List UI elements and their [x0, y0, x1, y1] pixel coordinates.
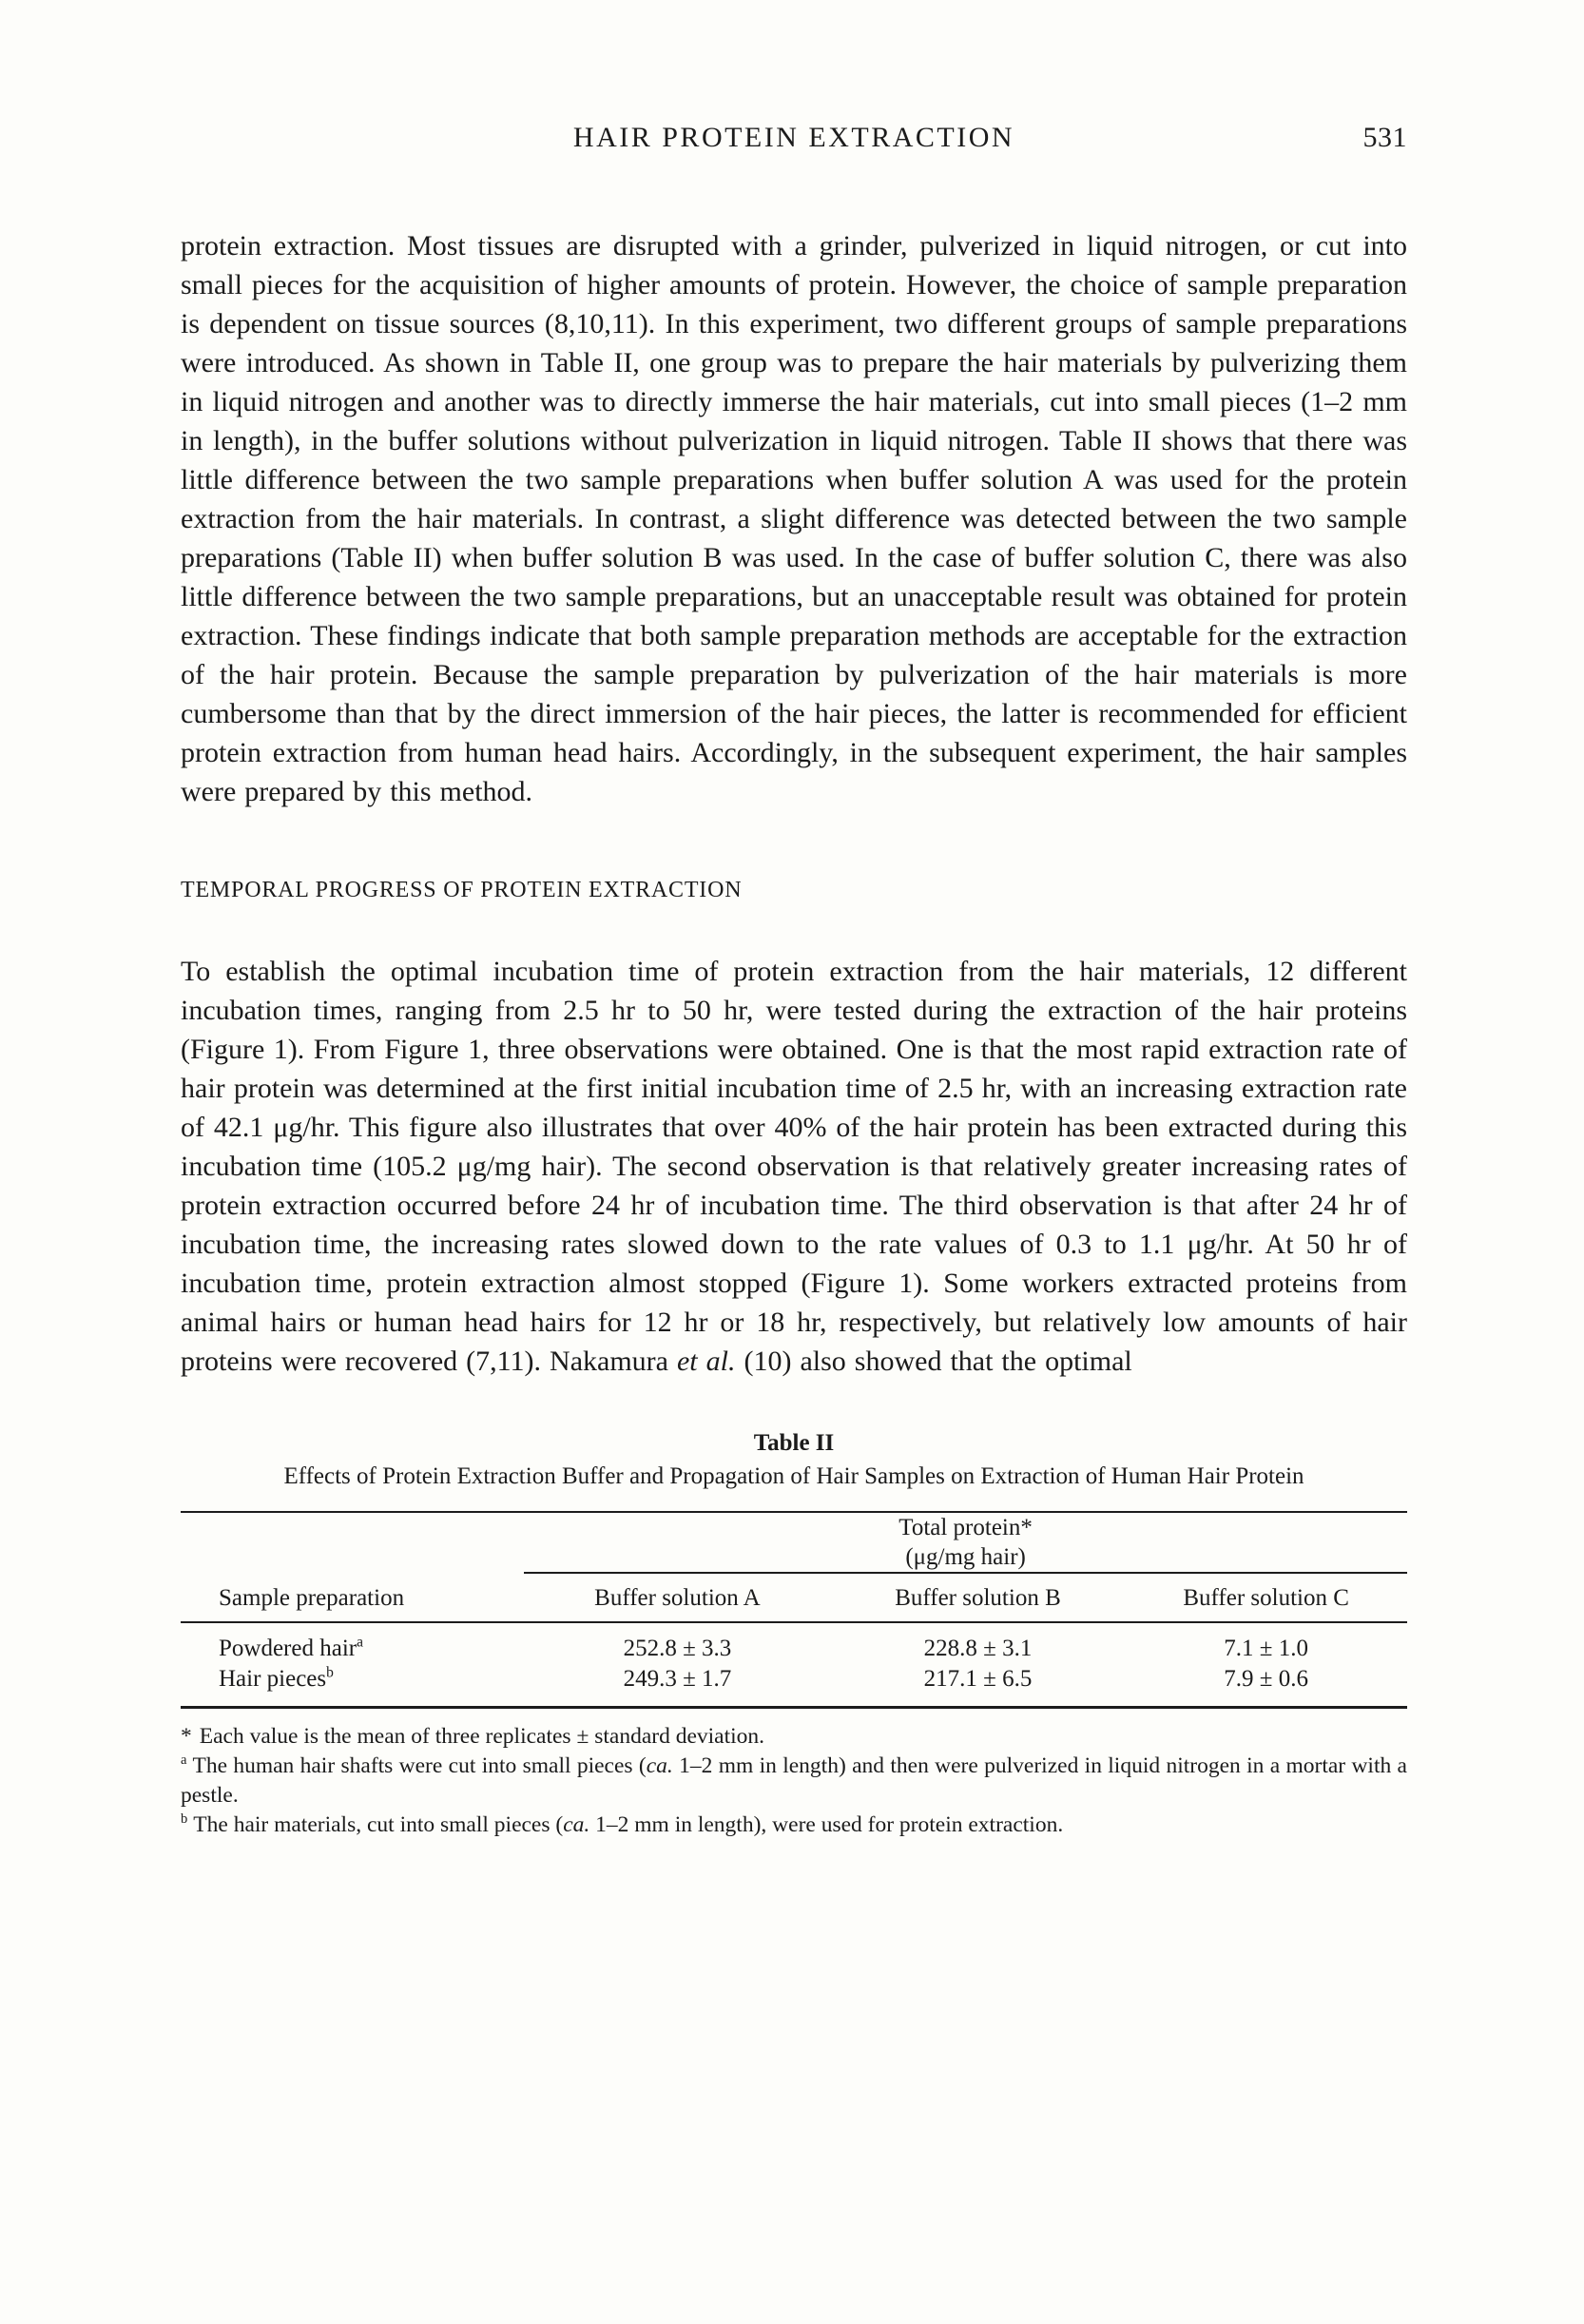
paragraph-temporal-progress	[181, 952, 1407, 1381]
table-row-hair-pieces	[181, 1664, 1407, 1708]
column-header-sample-preparation: Sample preparation	[181, 1573, 524, 1622]
table-title: Table II	[753, 1430, 835, 1456]
table-cell: 249.3 ± 1.7	[623, 1666, 732, 1692]
section-heading-temporal-progress: TEMPORAL PROGRESS OF PROTEIN EXTRACTION	[181, 878, 743, 902]
footnote-b-marker: b	[181, 1811, 188, 1828]
row-label-superscript: b	[326, 1664, 334, 1681]
total-protein-header-line2: (μg/mg hair)	[905, 1544, 1026, 1570]
paragraph-2-et-al: et al.	[676, 1346, 736, 1377]
footnote-a	[181, 1752, 1407, 1811]
table-row-powdered-hair	[181, 1622, 1407, 1664]
column-header-buffer-solution-c: Buffer solution C	[1125, 1573, 1407, 1622]
page-title: HAIR PROTEIN EXTRACTION	[572, 122, 1015, 153]
table-cell: 7.1 ± 1.0	[1224, 1636, 1308, 1661]
footnote-star	[181, 1722, 1407, 1752]
footnote-a-ca: ca.	[646, 1753, 673, 1778]
table-footnotes	[181, 1722, 1407, 1840]
footnote-a-text-pre: The human hair shafts were cut into small pieces (	[192, 1753, 647, 1778]
footnote-b-text-post: 1–2 mm in length), were used for protein extraction.	[589, 1812, 1064, 1837]
table-cell: 7.9 ± 0.6	[1224, 1666, 1308, 1692]
running-head	[181, 122, 1407, 160]
footnote-star-marker: *	[181, 1724, 192, 1749]
table-spanning-header-row	[181, 1512, 1407, 1573]
footnote-b-ca: ca.	[563, 1812, 590, 1837]
table-2-block	[181, 1428, 1407, 1840]
column-header-buffer-solution-b: Buffer solution B	[831, 1573, 1126, 1622]
table-column-header-row	[181, 1573, 1407, 1622]
table-cell: 217.1 ± 6.5	[923, 1666, 1033, 1692]
footnote-b-text-pre: The hair materials, cut into small pieces (	[193, 1812, 564, 1837]
table-caption: Effects of Protein Extraction Buffer and Propagation of Hair Samples on Extraction of Human Hair Protein	[283, 1463, 1304, 1489]
row-label-hair-pieces	[181, 1664, 524, 1708]
row-label-superscript: a	[357, 1634, 363, 1651]
table-cell: 252.8 ± 3.3	[623, 1636, 732, 1661]
row-label-powdered-hair	[181, 1622, 524, 1664]
row-label-text: Powdered hair	[219, 1636, 357, 1661]
table-2	[181, 1511, 1407, 1709]
empty-header-cell	[181, 1512, 524, 1573]
page-number: 531	[1362, 122, 1407, 153]
paragraph-2-text-post: (10) also showed that the optimal	[735, 1346, 1132, 1377]
paragraph-sample-preparation: protein extraction. Most tissues are disrupted with a grinder, pulverized in liquid nitrogen, or cut into small pieces for the acquisition of higher amounts of protein. However, the choice of sample preparation is dependent on tissue sources (8,10,11). In this experiment, two different groups of sample preparations were introduced. As shown in Table II, one group was to prepare the hair materials by pulverizing them in liquid nitrogen and another was to directly immerse the hair materials, cut into small pieces (1–2 mm in length), in the buffer solutions without pulverization in liquid nitrogen. Table II shows that there was little difference between the two sample preparations when buffer solution A was used for the protein extraction from the hair materials. In contrast, a slight difference was detected between the two sample preparations (Table II) when buffer solution B was used. In the case of buffer solution C, there was also little difference between the two sample preparations, but an unacceptable result was obtained for protein extraction. These findings indicate that both sample preparation methods are acceptable for the extraction of the hair protein. Because the sample preparation by pulverization of the hair materials is more cumbersome than that by the direct immersion of the hair pieces, the latter is recommended for efficient protein extraction from human head hairs. Accordingly, in the subsequent experiment, the hair samples were prepared by this method.	[181, 230, 1407, 807]
total-protein-header	[524, 1512, 1407, 1573]
footnote-b	[181, 1811, 1407, 1840]
total-protein-header-line1: Total protein*	[898, 1515, 1033, 1540]
footnote-a-text-post: 1–2 mm in length) and then were pulverized in liquid nitrogen in a mortar with a pestle.	[181, 1753, 1407, 1808]
row-label-text: Hair pieces	[219, 1666, 327, 1692]
footnote-star-text: Each value is the mean of three replicates ± standard deviation.	[199, 1724, 765, 1749]
paragraph-2-text-pre: To establish the optimal incubation time of protein extraction from the hair materials, 12 different incubation times, ranging from 2.5 hr to 50 hr, were tested during the extraction of the hair proteins (Figure 1). From Figure 1, three observations were obtained. One is that the most rapid extraction rate of hair protein was determined at the first initial incubation time of 2.5 hr, with an increasing extraction rate of 42.1 μg/hr. This figure also illustrates that over 40% of the hair protein has been extracted during this incubation time (105.2 μg/mg hair). The second observation is that relatively greater increasing rates of protein extraction occurred before 24 hr of incubation time. The third observation is that after 24 hr of incubation time, the increasing rates slowed down to the rate values of 0.3 to 1.1 μg/hr. At 50 hr of incubation time, protein extraction almost stopped (Figure 1). Some workers extracted proteins from animal hairs or human head hairs for 12 hr or 18 hr, respectively, but relatively low amounts of hair proteins were recovered (7,11). Nakamura	[181, 956, 1407, 1377]
column-header-buffer-solution-a: Buffer solution A	[524, 1573, 831, 1622]
table-cell: 228.8 ± 3.1	[923, 1636, 1033, 1661]
footnote-a-marker: a	[181, 1753, 187, 1769]
